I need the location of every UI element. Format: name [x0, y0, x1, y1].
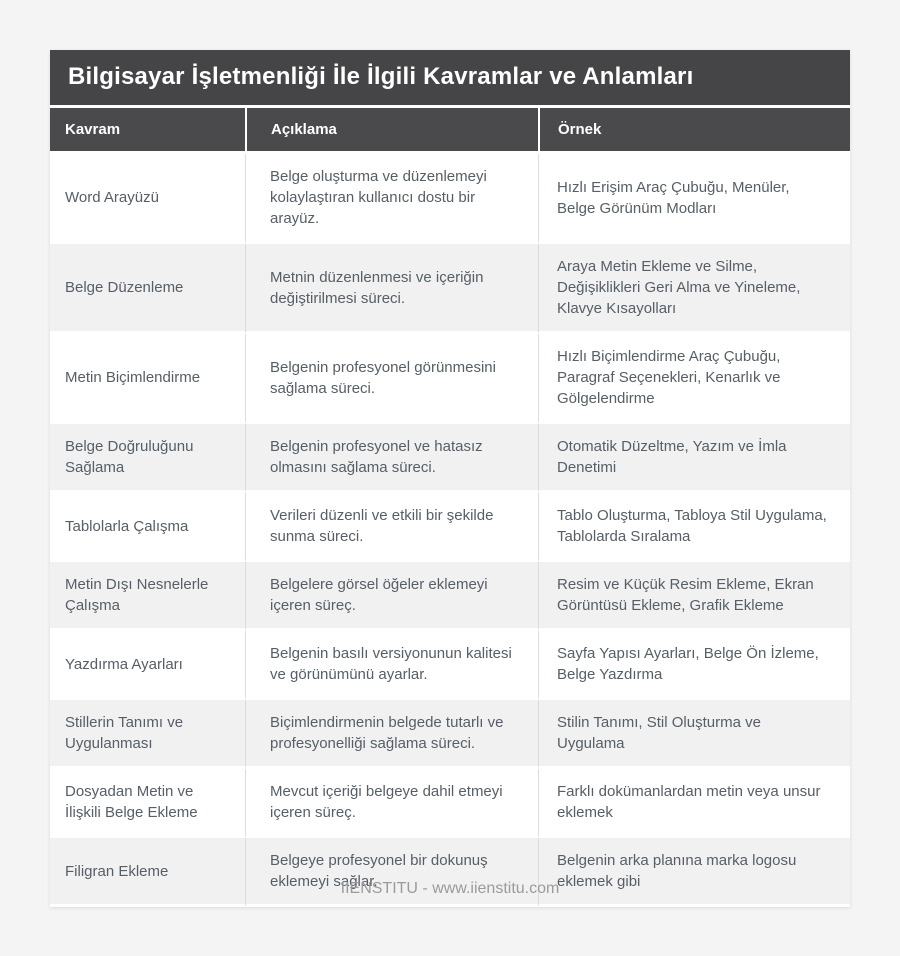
table-body [50, 154, 850, 907]
aciklama-cell: Belgelere görsel öğeler eklemeyi içeren süreç. [245, 562, 538, 631]
column-header-kavram: Kavram [50, 108, 245, 154]
ornek-cell: Stilin Tanımı, Stil Oluşturma ve Uygulama [538, 700, 850, 769]
ornek-cell: Resim ve Küçük Resim Ekleme, Ekran Görüntüsü Ekleme, Grafik Ekleme [538, 562, 850, 631]
aciklama-cell: Biçimlendirmenin belgede tutarlı ve profesyonelliği sağlama süreci. [245, 700, 538, 769]
aciklama-cell: Belgeye profesyonel bir dokunuş eklemeyi sağlar. [245, 838, 538, 907]
ornek-cell: Belgenin arka planına marka logosu eklemek gibi [538, 838, 850, 907]
aciklama-cell: Verileri düzenli ve etkili bir şekilde sunma süreci. [245, 493, 538, 562]
footer-credit: IIENSTITU - www.iienstitu.com [340, 880, 560, 897]
kavram-cell: Stillerin Tanımı ve Uygulanması [50, 700, 245, 769]
kavram-cell: Metin Dışı Nesnelerle Çalışma [50, 562, 245, 631]
kavram-cell: Word Arayüzü [50, 154, 245, 244]
kavram-cell: Dosyadan Metin ve İlişkili Belge Ekleme [50, 769, 245, 838]
table-row [50, 334, 850, 424]
kavram-cell: Filigran Ekleme [50, 838, 245, 907]
column-header-ornek: Örnek [538, 108, 850, 154]
table-row [50, 562, 850, 631]
aciklama-cell: Mevcut içeriği belgeye dahil etmeyi içeren süreç. [245, 769, 538, 838]
table-row [50, 631, 850, 700]
table-header [50, 108, 850, 154]
table-row [50, 769, 850, 838]
kavram-cell: Metin Biçimlendirme [50, 334, 245, 424]
ornek-cell: Otomatik Düzeltme, Yazım ve İmla Denetimi [538, 424, 850, 493]
ornek-cell: Sayfa Yapısı Ayarları, Belge Ön İzleme, Belge Yazdırma [538, 631, 850, 700]
kavram-cell: Belge Düzenleme [50, 244, 245, 334]
aciklama-cell: Belgenin profesyonel görünmesini sağlama süreci. [245, 334, 538, 424]
header-row [50, 108, 850, 154]
table-row [50, 424, 850, 493]
aciklama-cell: Metnin düzenlenmesi ve içeriğin değiştirilmesi süreci. [245, 244, 538, 334]
kavram-cell: Belge Doğruluğunu Sağlama [50, 424, 245, 493]
kavram-cell: Tablolarla Çalışma [50, 493, 245, 562]
page-title: Bilgisayar İşletmenliği İle İlgili Kavramlar ve Anlamları [50, 50, 850, 105]
ornek-cell: Araya Metin Ekleme ve Silme, Değişiklikleri Geri Alma ve Yineleme, Klavye Kısayolları [538, 244, 850, 334]
content-card [50, 50, 850, 907]
table-row [50, 493, 850, 562]
table-row [50, 244, 850, 334]
concepts-table [50, 108, 850, 907]
aciklama-cell: Belgenin profesyonel ve hatasız olmasını sağlama süreci. [245, 424, 538, 493]
ornek-cell: Hızlı Biçimlendirme Araç Çubuğu, Paragraf Seçenekleri, Kenarlık ve Gölgelendirme [538, 334, 850, 424]
column-header-aciklama: Açıklama [245, 108, 538, 154]
aciklama-cell: Belgenin basılı versiyonunun kalitesi ve görünümünü ayarlar. [245, 631, 538, 700]
table-row [50, 154, 850, 244]
ornek-cell: Farklı dokümanlardan metin veya unsur eklemek [538, 769, 850, 838]
table-row [50, 700, 850, 769]
ornek-cell: Tablo Oluşturma, Tabloya Stil Uygulama, Tablolarda Sıralama [538, 493, 850, 562]
ornek-cell: Hızlı Erişim Araç Çubuğu, Menüler, Belge Görünüm Modları [538, 154, 850, 244]
aciklama-cell: Belge oluşturma ve düzenlemeyi kolaylaştıran kullanıcı dostu bir arayüz. [245, 154, 538, 244]
kavram-cell: Yazdırma Ayarları [50, 631, 245, 700]
